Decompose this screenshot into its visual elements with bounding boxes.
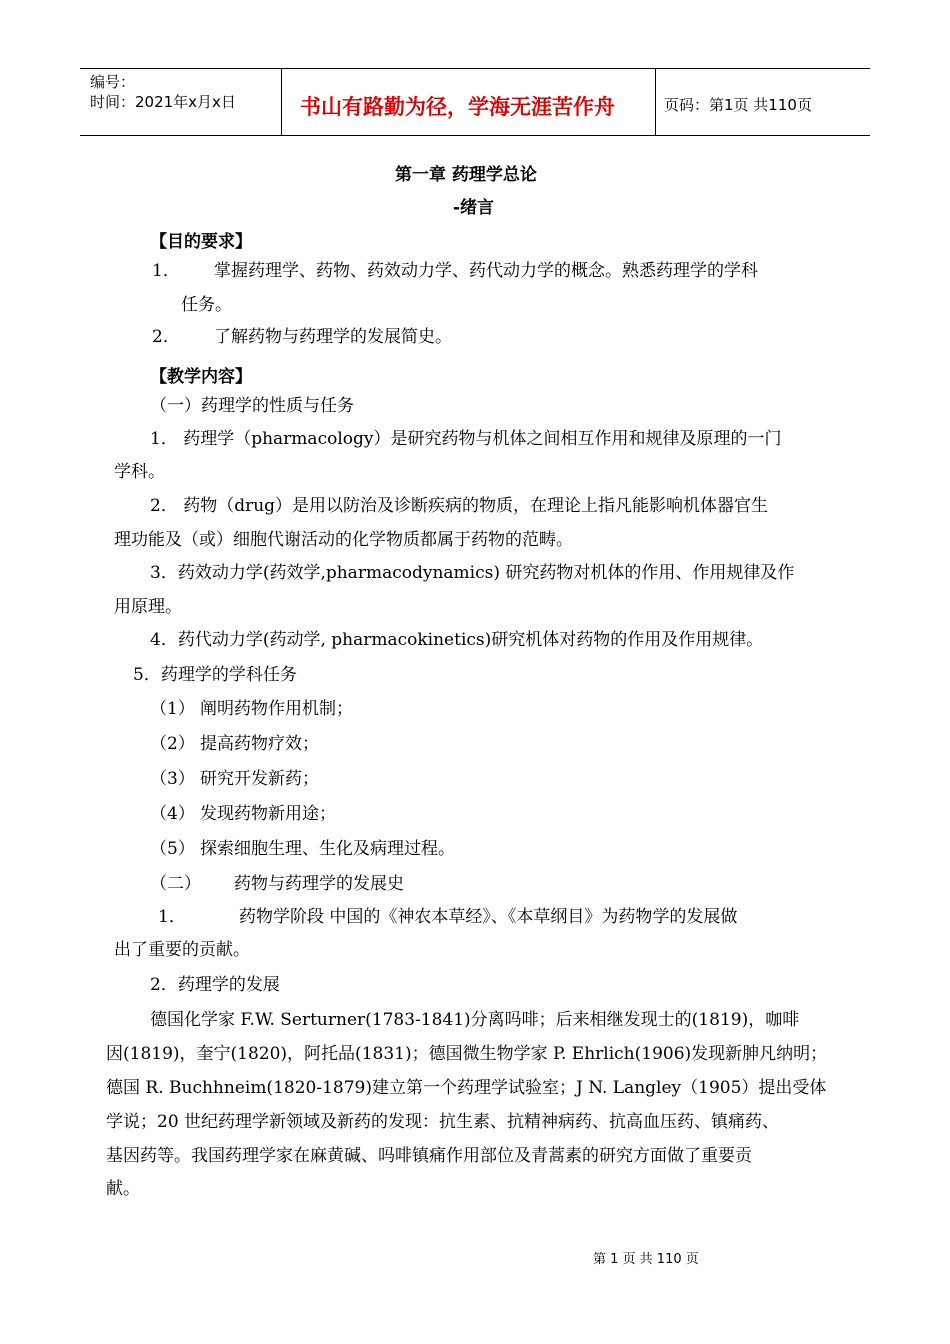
objective-1-text: 掌握药理学、药物、药效动力学、药代动力学的概念。熟悉药理学的学科 [214,261,758,281]
history-paragraph-line-2: 因(1819)，奎宁(1820)，阿托品(1831)；德国微生物学家 P. Ehrlich(1906)发现新胂凡纳明； [106,1044,828,1064]
header-motto: 书山有路勤为径，学海无涯苦作舟 [300,95,615,119]
header-time-label: 时间：2021年x月x日 [90,93,236,111]
paragraph-1-line-2: 学科。 [114,462,165,482]
history-2-heading: 2．药理学的发展 [150,975,280,995]
paragraph-1-line-1: 1． 药理学（pharmacology）是研究药物与机体之间相互作用和规律及原理的一门 [150,429,782,449]
history-paragraph-line-3: 德国 R. Buchhneim(1820-1879)建立第一个药理学试验室；J N. Langley（1905）提出受体 [106,1078,827,1098]
task-5-text: 探索细胞生理、生化及病理过程。 [200,839,455,859]
page-footer: 第 1 页 共 110 页 [593,1252,699,1267]
history-paragraph-line-5: 基因药等。我国药理学家在麻黄碱、吗啡镇痛作用部位及青蒿素的研究方面做了重要贡 [106,1146,752,1166]
subsection-2-title: 药物与药理学的发展史 [234,874,404,894]
task-1-number: （1） [150,699,195,719]
objectives-heading: 【目的要求】 [150,232,252,252]
task-2-text: 提高药物疗效； [200,734,319,754]
objective-1-text-cont: 任务。 [181,295,232,315]
history-1-number: 1． [158,907,186,927]
subsection-2-number: （二） [150,874,201,894]
task-1-text: 阐明药物作用机制； [200,699,353,719]
history-1-line-1: 药物学阶段 中国的《神农本草经》、《本草纲目》为药物学的发展做 [239,907,738,927]
task-3-number: （3） [150,769,195,789]
history-paragraph-line-1: 德国化学家 F.W. Serturner(1783-1841)分离吗啡；后来相继发现士的(1819)，咖啡 [150,1010,800,1030]
content-subsection-1: （一）药理学的性质与任务 [150,396,354,416]
paragraph-2-line-2: 理功能及（或）细胞代谢活动的化学物质都属于药物的范畴。 [114,530,573,550]
task-4-number: （4） [150,804,195,824]
content-heading: 【教学内容】 [150,367,252,387]
chapter-title: 第一章 药理学总论 [395,165,537,185]
paragraph-4: 4．药代动力学(药动学, pharmacokinetics)研究机体对药物的作用及作用规律。 [150,630,764,650]
header-bottom-rule [80,135,870,136]
task-5-number: （5） [150,839,195,859]
history-paragraph-line-6: 献。 [106,1179,140,1199]
history-paragraph-line-4: 学说；20 世纪药理学新领域及新药的发现：抗生素、抗精神病药、抗高血压药、镇痛药、 [106,1112,780,1132]
objective-1-number: 1． [152,261,180,281]
paragraph-3-line-2: 用原理。 [114,597,182,617]
task-4-text: 发现药物新用途； [200,804,336,824]
header-page-label: 页码：第1页 共110页 [664,96,812,114]
history-1-line-2: 出了重要的贡献。 [114,940,250,960]
objective-2-number: 2． [152,327,180,347]
task-2-number: （2） [150,734,195,754]
header-number-label: 编号： [90,73,136,91]
header-top-rule [80,68,870,69]
paragraph-3-line-1: 3．药效动力学(药效学,pharmacodynamics) 研究药物对机体的作用、作用规律及作 [150,563,795,583]
header-divider-left [281,68,282,136]
header-divider-right [655,68,656,136]
task-3-text: 研究开发新药； [200,769,319,789]
paragraph-5: 5．药理学的学科任务 [133,665,297,685]
objective-2-text: 了解药物与药理学的发展简史。 [214,327,452,347]
chapter-subtitle: -绪言 [453,198,495,218]
paragraph-2-line-1: 2． 药物（drug）是用以防治及诊断疾病的物质，在理论上指凡能影响机体器官生 [150,496,769,516]
